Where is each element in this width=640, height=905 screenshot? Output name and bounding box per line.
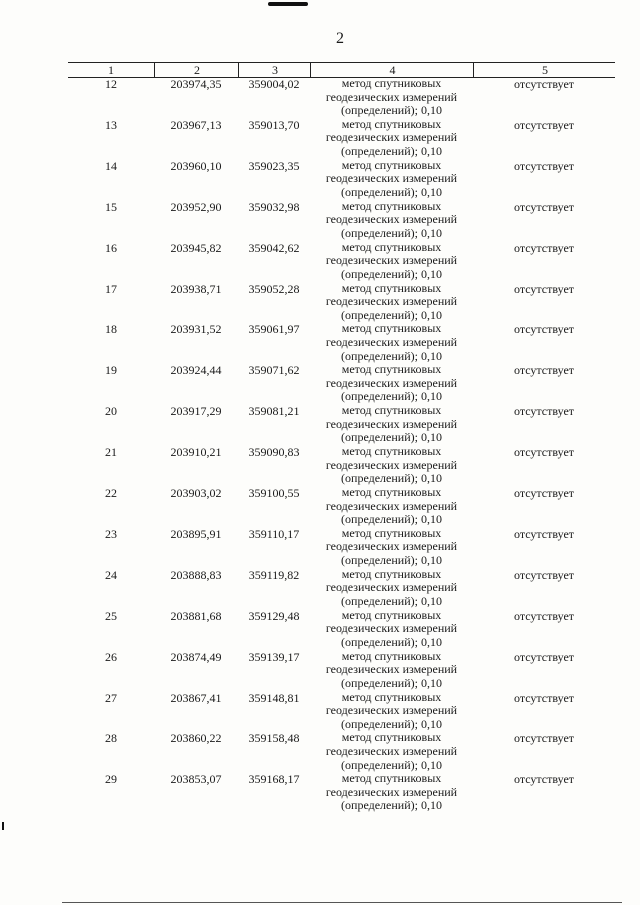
method-line: (определений); 0,10 [341,716,442,731]
method-line: (определений); 0,10 [341,144,442,159]
method-line: (определений); 0,10 [341,103,442,118]
method-line: метод спутниковых [341,730,442,745]
table-row [68,77,615,118]
method-line: геодезических измерений [325,539,458,554]
method-line: геодезических измерений [325,89,458,104]
method-description [310,241,473,282]
boundary-description: отсутствует [513,199,575,214]
method-line: геодезических измерений [325,784,458,799]
point-number: 26 [105,649,117,664]
boundary-description: отсутствует [513,567,575,582]
table-row [68,609,615,650]
boundary-description: отсутствует [513,526,575,541]
page-number: 2 [336,30,344,47]
point-number: 20 [105,404,117,419]
method-line: метод спутниковых [341,280,442,295]
boundary-description: отсутствует [513,281,575,296]
coordinate-y: 359119,82 [248,567,300,582]
boundary-description: отсутствует [513,363,575,378]
coordinate-y: 359052,28 [248,281,300,296]
column-header: 2 [154,63,239,77]
method-line: геодезических измерений [325,498,458,513]
method-line: геодезических измерений [325,130,458,145]
column-header: 3 [238,63,311,77]
method-line: (определений); 0,10 [341,634,442,649]
coordinate-y: 359110,17 [248,526,300,541]
table-row [68,486,615,527]
point-number: 24 [105,567,117,582]
method-line: метод спутниковых [341,566,442,581]
bottom-rule [62,902,622,903]
boundary-description: отсутствует [513,322,575,337]
table-row [68,282,615,323]
point-number: 12 [105,77,117,91]
method-line: (определений); 0,10 [341,757,442,772]
table-row [68,445,615,486]
method-line: метод спутниковых [341,525,442,540]
method-line: (определений); 0,10 [341,675,442,690]
point-number: 16 [105,240,117,255]
method-line: (определений); 0,10 [341,389,442,404]
boundary-description: отсутствует [513,117,575,132]
point-number: 21 [105,445,117,460]
boundary-description: отсутствует [513,608,575,623]
method-line: метод спутниковых [341,403,442,418]
column-header: 4 [310,63,474,77]
method-description [310,772,473,813]
point-number: 17 [105,281,117,296]
point-number: 22 [105,486,117,500]
point-number: 15 [105,199,117,214]
coordinate-y: 359071,62 [248,363,300,378]
table-row [68,404,615,445]
method-line: (определений); 0,10 [341,798,442,813]
coordinate-x: 203895,91 [170,526,222,541]
coordinate-y: 359100,55 [248,486,300,500]
method-line: метод спутниковых [341,321,442,336]
boundary-description: отсутствует [513,486,575,500]
method-description [310,691,473,732]
method-line: геодезических измерений [325,294,458,309]
boundary-description: отсутствует [513,731,575,746]
method-line: (определений); 0,10 [341,307,442,322]
method-line: геодезических измерений [325,662,458,677]
method-line: метод спутниковых [341,689,442,704]
coordinate-x: 203931,52 [170,322,222,337]
table-row [68,527,615,568]
coordinate-x: 203860,22 [170,731,222,746]
coordinate-x: 203960,10 [170,158,222,173]
table-row [68,772,615,813]
coordinate-y: 359090,83 [248,445,300,460]
point-number: 19 [105,363,117,378]
method-description [310,77,473,118]
method-description [310,445,473,486]
boundary-description: отсутствует [513,690,575,705]
table-row [68,241,615,282]
method-line: метод спутниковых [341,157,442,172]
method-line: (определений); 0,10 [341,184,442,199]
method-line: (определений); 0,10 [341,266,442,281]
coordinate-x: 203945,82 [170,240,222,255]
point-number: 28 [105,731,117,746]
method-line: метод спутниковых [341,116,442,131]
method-line: метод спутниковых [341,485,442,499]
point-number: 25 [105,608,117,623]
method-line: геодезических измерений [325,703,458,718]
boundary-description: отсутствует [513,240,575,255]
method-description [310,118,473,159]
table-row [68,731,615,772]
method-line: геодезических измерений [325,580,458,595]
method-description [310,486,473,527]
coordinate-y: 359042,62 [248,240,300,255]
method-line: метод спутниковых [341,362,442,377]
method-line: геодезических измерений [325,416,458,431]
table-row [68,200,615,241]
table-row [68,118,615,159]
coordinate-y: 359168,17 [248,772,300,787]
scan-artifact-left [2,822,4,830]
coordinate-x: 203938,71 [170,281,222,296]
coordinate-x: 203917,29 [170,404,222,419]
method-line: геодезических измерений [325,743,458,758]
boundary-description: отсутствует [513,404,575,419]
method-line: геодезических измерений [325,375,458,390]
point-number: 14 [105,158,117,173]
table-row [68,691,615,732]
method-description [310,322,473,363]
coordinate-x: 203881,68 [170,608,222,623]
method-line: (определений); 0,10 [341,225,442,240]
method-description [310,527,473,568]
point-number: 18 [105,322,117,337]
method-line: геодезических измерений [325,334,458,349]
method-description [310,159,473,200]
method-line: (определений); 0,10 [341,430,442,445]
method-line: (определений); 0,10 [341,471,442,486]
method-description [310,363,473,404]
method-line: метод спутниковых [341,444,442,459]
table-row [68,159,615,200]
coordinate-x: 203867,41 [170,690,222,705]
coordinate-y: 359158,48 [248,731,300,746]
point-number: 23 [105,526,117,541]
boundary-description: отсутствует [513,158,575,173]
coordinate-x: 203888,83 [170,567,222,582]
coordinate-y: 359061,97 [248,322,300,337]
point-number: 13 [105,117,117,132]
boundary-description: отсутствует [513,649,575,664]
point-number: 27 [105,690,117,705]
table-row [68,568,615,609]
column-header: 5 [473,63,616,77]
coordinate-y: 359148,81 [248,690,300,705]
point-number: 29 [105,772,117,787]
method-line: геодезических измерений [325,253,458,268]
method-description [310,404,473,445]
coordinate-x: 203903,02 [170,486,222,500]
column-header: 1 [108,63,114,77]
method-description [310,609,473,650]
method-line: геодезических измерений [325,212,458,227]
coordinate-x: 203952,90 [170,199,222,214]
method-line: (определений); 0,10 [341,593,442,608]
method-description [310,568,473,609]
boundary-description: отсутствует [513,77,575,91]
coordinate-x: 203853,07 [170,772,222,787]
coordinate-x: 203967,13 [170,117,222,132]
method-line: геодезических измерений [325,457,458,472]
coordinate-y: 359139,17 [248,649,300,664]
coordinate-x: 203874,49 [170,649,222,664]
coordinate-y: 359032,98 [248,199,300,214]
method-line: (определений); 0,10 [341,512,442,527]
coordinate-y: 359023,35 [248,158,300,173]
method-description [310,282,473,323]
method-description [310,200,473,241]
coordinate-x: 203910,21 [170,445,222,460]
method-line: (определений); 0,10 [341,348,442,363]
coordinate-y: 359129,48 [248,608,300,623]
table-row [68,322,615,363]
scan-artifact-top [268,2,308,6]
boundary-description: отсутствует [513,772,575,787]
coordinate-y: 359004,02 [248,77,300,91]
method-line: (определений); 0,10 [341,553,442,568]
method-line: метод спутниковых [341,198,442,213]
method-line: метод спутниковых [341,771,442,786]
method-line: геодезических измерений [325,621,458,636]
method-description [310,650,473,691]
method-line: метод спутниковых [341,648,442,663]
table-row [68,363,615,404]
method-line: метод спутниковых [341,239,442,254]
boundary-description: отсутствует [513,445,575,460]
coordinate-y: 359013,70 [248,117,300,132]
coordinate-x: 203924,44 [170,363,222,378]
coordinate-x: 203974,35 [170,77,222,91]
method-line: геодезических измерений [325,171,458,186]
table-row [68,650,615,691]
method-line: метод спутниковых [341,607,442,622]
method-line: метод спутниковых [341,76,442,90]
method-description [310,731,473,772]
coordinate-y: 359081,21 [248,404,300,419]
